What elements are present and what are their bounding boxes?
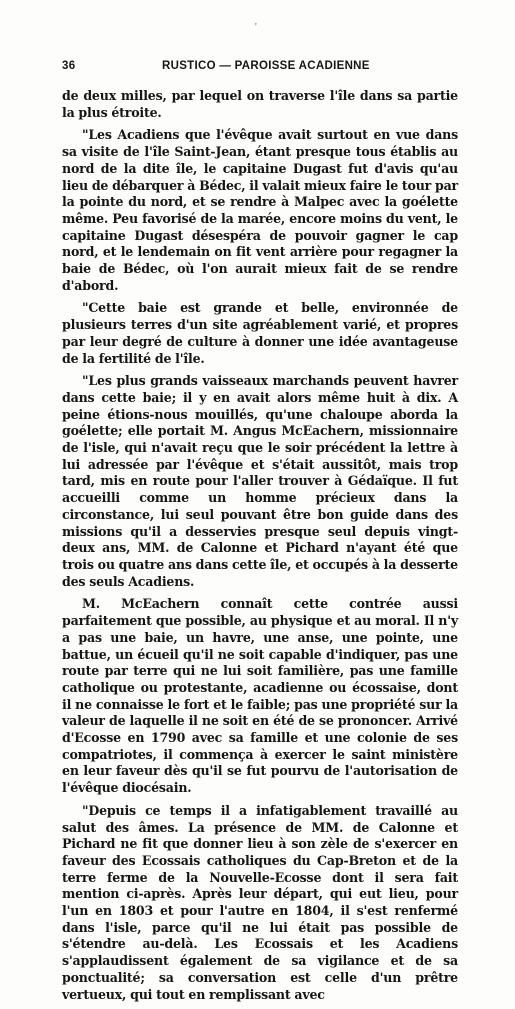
paragraph: "Les plus grands vaisseaux marchands peuvent havrer dans cette baie; il y en avait alors même huit à dix. A peine étions-nous mouillés, qu'une chaloupe aborda la goélette; elle portait M. Angus McEachern, missionnaire de l'isle, qui n'avait reçu que le soir précédent la lettre à lui adressée par l'évêque et s'était aussitôt, mais trop tard, mis en route pour l'aller trouver à Gédaïque. Il fut accueilli comme un homme précieux dans la circonstance, lui seul pouvant être bon guide dans des missions qu'il a desservies presque seul depuis vingt-deux ans, MM. de Calonne et Pichard n'ayant été que trois ou quatre ans dans cette île, et occupés à la desserte des seuls Acadiens. (62, 373, 458, 589)
page-number: 36 (62, 60, 76, 72)
stray-mark: ' (255, 22, 257, 33)
page-header (62, 60, 462, 74)
body-text (62, 88, 458, 1009)
paragraph: "Depuis ce temps il a infatigablement travaillé au salut des âmes. La présence de MM. de Calonne et Pichard ne fit que donner lieu à son zèle de s'exercer en faveur des Ecossais catholiques du Cap-Breton et de la terre ferme de la Nouvelle-Ecosse dont il sera fait mention ci-après. Après leur départ, qui eut lieu, pour l'un en 1803 et pour l'autre en 1804, il s'est renfermé dans l'isle, parce qu'il ne lui était pas possible de s'étendre au-delà. Les Ecossais et les Acadiens s'applaudissent également de sa vigilance et de sa ponctualité; sa conversation est celle d'un prêtre vertueux, qui tout en remplissant avec (62, 802, 458, 1002)
paragraph-continued: de deux milles, par lequel on traverse l'île dans sa partie la plus étroite. (62, 88, 458, 120)
paragraph: "Les Acadiens que l'évêque avait surtout en vue dans sa visite de l'île Saint-Jean, étant presque tous établis au nord de la dite île, le capitaine Dugast fut d'avis qu'au lieu de débarquer à Bédec, il valait mieux faire le tour par la pointe du nord, et se rendre à Malpec avec la goélette même. Peu favorisé de la marée, encore moins du vent, le capitaine Dugast désespéra de pouvoir gagner le cap nord, et le lendemain on fit vent arrière pour regagner la baie de Bédec, où l'on aurait mieux fait de se rendre d'abord. (62, 127, 458, 293)
paragraph: M. McEachern connaît cette contrée aussi parfaitement que possible, au physique et au moral. Il n'y a pas une baie, un havre, une anse, une pointe, une battue, un écueil qu'il ne soit capable d'indiquer, pas une route par terre qui ne lui soit familière, pas une famille catholique ou protestante, acadienne ou écossaise, dont il ne connaisse le fort et le faible; pas une propriété sur la valeur de laquelle il ne soit en été de se prononcer. Arrivé d'Ecosse en 1790 avec sa famille et une colonie de ses compatriotes, il commença à exercer le saint ministère en leur faveur dès qu'il se fut pourvu de l'autorisation de l'évêque diocésain. (62, 596, 458, 796)
running-title: RUSTICO — PAROISSE ACADIENNE (162, 60, 370, 72)
paragraph: "Cette baie est grande et belle, environnée de plusieurs terres d'un site agréablement varié, et propres par leur degré de culture à donner une idée avantageuse de la fertilité de l'île. (62, 300, 458, 366)
